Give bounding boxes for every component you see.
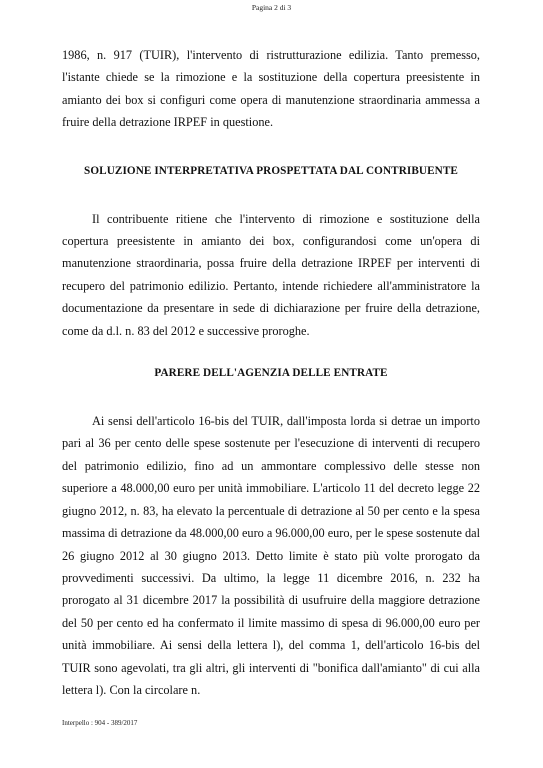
page-number-header: Pagina 2 di 3 xyxy=(251,3,292,12)
section-heading-taxpayer-solution: SOLUZIONE INTERPRETATIVA PROSPETTATA DAL CONTRIBUENTE xyxy=(84,164,458,177)
paragraph-agency-opinion: Ai sensi dell'articolo 16-bis del TUIR, dall'imposta lorda si detrae un importo pari al 36 per cento delle spese sostenute per l'esecuzione di interventi di recupero del patrimonio edilizio, fino ad un ammontare complessivo delle stesse non superiore a 48.000,00 euro per unità immobiliare. L'articolo 11 del decreto legge 22 giugno 2012, n. 83, ha elevato la percentuale di detrazione al 50 per cento e la spesa massima di detrazione da 48.000,00 euro a 96.000,00 euro, per le spese sostenute dal 26 giugno 2012 al 30 giugno 2013. Detto limite è stato più volte prorogato da provvedimenti successivi. Da ultimo, la legge 11 dicembre 2016, n. 232 ha prorogato al 31 dicembre 2017 la possibilità di usufruire della maggiore detrazione del 50 per cento ed ha confermato il limite massimo di spesa di 96.000,00 euro per unità immobiliare. Ai sensi della lettera l), del comma 1, dell'articolo 16-bis del TUIR sono agevolati, tra gli altri, gli interventi di "bonifica dall'amianto" di cui alla lettera l). Con la circolare n. xyxy=(62,414,480,697)
paragraph-continued: 1986, n. 917 (TUIR), l'intervento di ristrutturazione edilizia. Tanto premesso, l'istante chiede se la rimozione e la sostituzione della copertura preesistente in amianto dei box si configuri come opera di manutenzione straordinaria ammessa a fruire della detrazione IRPEF in questione. xyxy=(62,48,480,130)
section-heading-agency-opinion: PARERE DELL'AGENZIA DELLE ENTRATE xyxy=(154,367,388,380)
footer-reference: Interpello : 904 - 389/2017 xyxy=(62,719,138,727)
document-body xyxy=(62,44,480,701)
paragraph-taxpayer-solution: Il contribuente ritiene che l'intervento di rimozione e sostituzione della copertura preesistente in amianto dei box, configurandosi come un'opera di manutenzione straordinaria, possa fruire della detrazione IRPEF per interventi di recupero del patrimonio edilizio. Pertanto, intende richiedere all'amministratore la documentazione da presentare in sede di dichiarazione per fruire della detrazione, come da d.l. n. 83 del 2012 e successive proroghe. xyxy=(62,211,480,338)
